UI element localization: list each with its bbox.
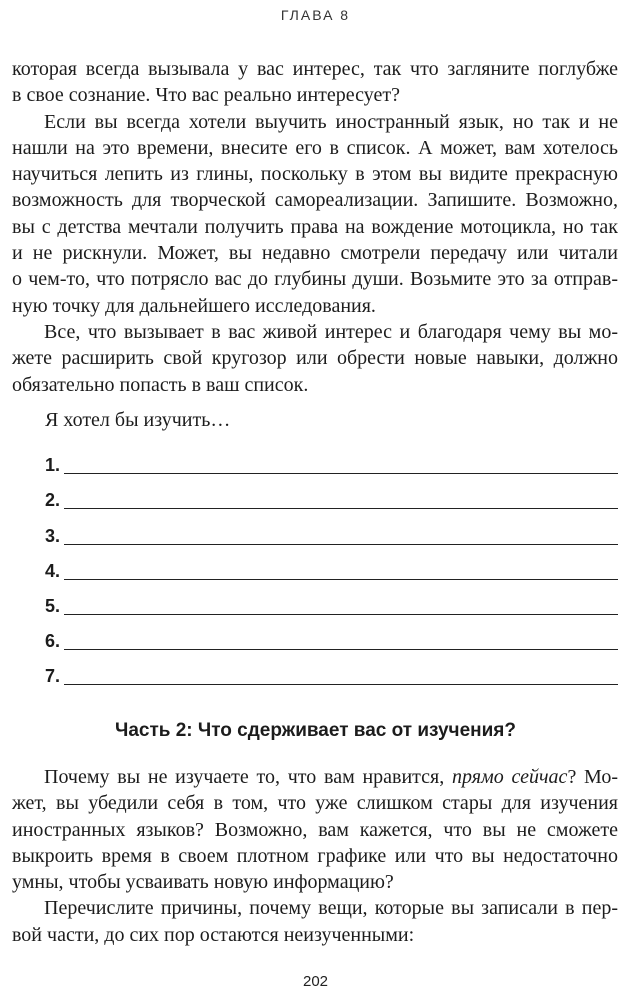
text-fragment: Почему вы не изучаете то, что вам нравится, bbox=[44, 766, 452, 788]
running-head: ГЛАВА 8 bbox=[280, 7, 351, 23]
write-in-line[interactable] bbox=[64, 578, 618, 580]
text-line bbox=[12, 764, 618, 790]
text-line: Если вы всегда хотели выучить иностранный язык, но так и не bbox=[44, 110, 618, 133]
write-in-line[interactable] bbox=[64, 507, 618, 509]
paragraph-why-not-learning bbox=[12, 764, 618, 895]
text-line: обязательно попасть в ваш список. bbox=[12, 373, 309, 396]
worksheet-item[interactable] bbox=[45, 582, 618, 617]
write-in-line[interactable] bbox=[64, 648, 618, 650]
text-line: возможность для творческой самореализации. Запишите. Возможно, bbox=[12, 189, 618, 212]
body-text-bottom bbox=[12, 764, 618, 948]
worksheet-item[interactable] bbox=[45, 617, 618, 652]
text-line: ную точку для дальнейшего исследования. bbox=[12, 294, 376, 317]
text-line: которая всегда вызывала у вас интерес, так что загляните поглубже bbox=[12, 58, 618, 80]
paragraph-list-reasons bbox=[12, 895, 618, 948]
text-line: выкроить время в своем плотном графике или что вы недостаточно bbox=[12, 844, 618, 867]
text-line: вы с детства мечтали получить права на вождение мотоцикла, но так bbox=[12, 215, 618, 238]
body-text-top bbox=[12, 56, 618, 398]
section-heading: Часть 2: Что сдерживает вас от изучения? bbox=[114, 720, 517, 741]
text-line: умны, чтобы усваивать новую информацию? bbox=[12, 871, 394, 894]
worksheet-item[interactable] bbox=[45, 511, 618, 546]
text-line: в свое сознание. Что вас реально интересует? bbox=[12, 84, 401, 107]
item-number: 1. bbox=[45, 455, 61, 476]
text-line: Перечислите причины, почему вещи, которые вы записали в пер- bbox=[44, 897, 618, 920]
paragraph-language-example bbox=[12, 109, 618, 319]
write-in-line[interactable] bbox=[64, 683, 618, 685]
item-number: 2. bbox=[45, 490, 61, 511]
paragraph-everything-list bbox=[12, 319, 618, 398]
worksheet-item[interactable] bbox=[45, 441, 618, 476]
text-line: жет, вы убедили себя в том, что уже слишком стары для изучения bbox=[12, 792, 618, 815]
page-number: 202 bbox=[302, 973, 329, 990]
text-line: научиться лепить из глины, поскольку в этом вы видите прекрасную bbox=[12, 163, 618, 186]
item-number: 5. bbox=[45, 595, 61, 616]
item-number: 4. bbox=[45, 560, 61, 581]
paragraph-continuation bbox=[12, 56, 618, 109]
text-line: и не рискнули. Может, вы недавно смотрели передачу или читали bbox=[12, 242, 618, 265]
worksheet-prompt: Я хотел бы изучить… bbox=[45, 409, 231, 431]
item-number: 6. bbox=[45, 631, 61, 652]
text-fragment: ? Мо- bbox=[567, 766, 618, 788]
item-number: 7. bbox=[45, 666, 61, 687]
text-line: вой части, до сих пор остаются неизученными: bbox=[12, 923, 415, 946]
worksheet-item[interactable] bbox=[45, 476, 618, 511]
text-line: о чем-то, что потрясло вас до глубины души. Возьмите это за отправ- bbox=[12, 268, 618, 291]
text-line: жете расширить свой кругозор или обрести новые навыки, должно bbox=[12, 347, 618, 370]
write-in-line[interactable] bbox=[64, 472, 618, 474]
item-number: 3. bbox=[45, 525, 61, 546]
worksheet-item[interactable] bbox=[45, 547, 618, 582]
text-line: нашли на это времени, внесите его в список. А может, вам хотелось bbox=[12, 136, 618, 159]
write-in-line[interactable] bbox=[64, 613, 618, 615]
text-line: иностранных языков? Возможно, вам кажется, что вы не сможете bbox=[12, 818, 618, 841]
write-in-line[interactable] bbox=[64, 543, 618, 545]
worksheet-list bbox=[45, 441, 618, 687]
worksheet-item[interactable] bbox=[45, 652, 618, 687]
text-line: Все, что вызывает в вас живой интерес и благодаря чему вы мо- bbox=[44, 320, 618, 343]
emphasis-text: прямо сейчас bbox=[451, 766, 568, 788]
